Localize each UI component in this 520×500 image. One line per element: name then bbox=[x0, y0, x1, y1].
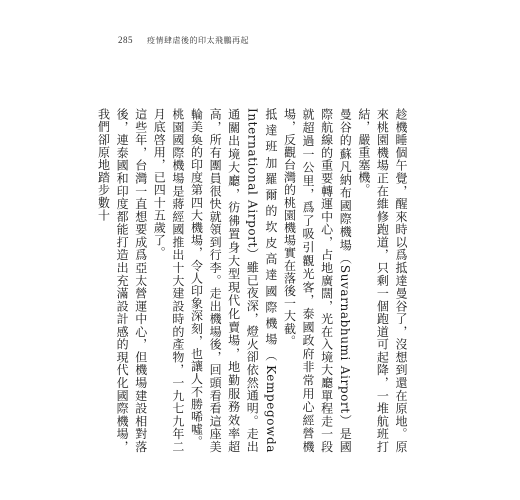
page-number: 285 bbox=[118, 35, 133, 45]
paragraph-5: 這些年，台灣一直想要成爲亞太營運中心，但機場建設相對落後，連泰國和印度都能打造出充滿設計感的現代化國際機場，我們卻原地踏步數十 bbox=[96, 108, 148, 453]
paragraph-2: 曼谷的蘇凡納布國際機場（Suvarnabhumi Airport）是國際航線的重要轉運中心，占地廣闊，光在入境大廳單程走一段就超過一公里，爲了吸引觀光客，泰國政府非常用心經營機場，反觀台灣的桃園機場實在落後一大截。 bbox=[282, 108, 353, 453]
paragraph-4: 桃園國際機場是蔣經國推出十大建設時的產物，一九七九年二月底啓用，已四十五歲了。 bbox=[152, 108, 185, 453]
paragraph-1: 趁機睡個午覺，醒來時以爲抵達曼谷了，沒想到還在原地。原來桃園機場正在維修跑道，只剩一個跑道可起降，一堆航班打結，嚴重塞機。 bbox=[356, 108, 408, 453]
body-text bbox=[94, 108, 410, 453]
running-title: 疫情肆虐後的印太飛鵬再起 bbox=[147, 36, 249, 45]
paragraph-3: 抵達班加羅爾的坎皮高達國際機場（Kempegowda International Airport）雖已夜深，燈火卻依然通明。走出通關出境大廳，彷彿置身大型現代化賣場，地勤服務效率超高，所有團員很快就領到行李。走出機場後，回頭看看這座美輪美奐的印度第四大機場，令人印象深刻，也讓人不勝唏噓。 bbox=[189, 108, 278, 453]
running-header bbox=[118, 35, 249, 46]
